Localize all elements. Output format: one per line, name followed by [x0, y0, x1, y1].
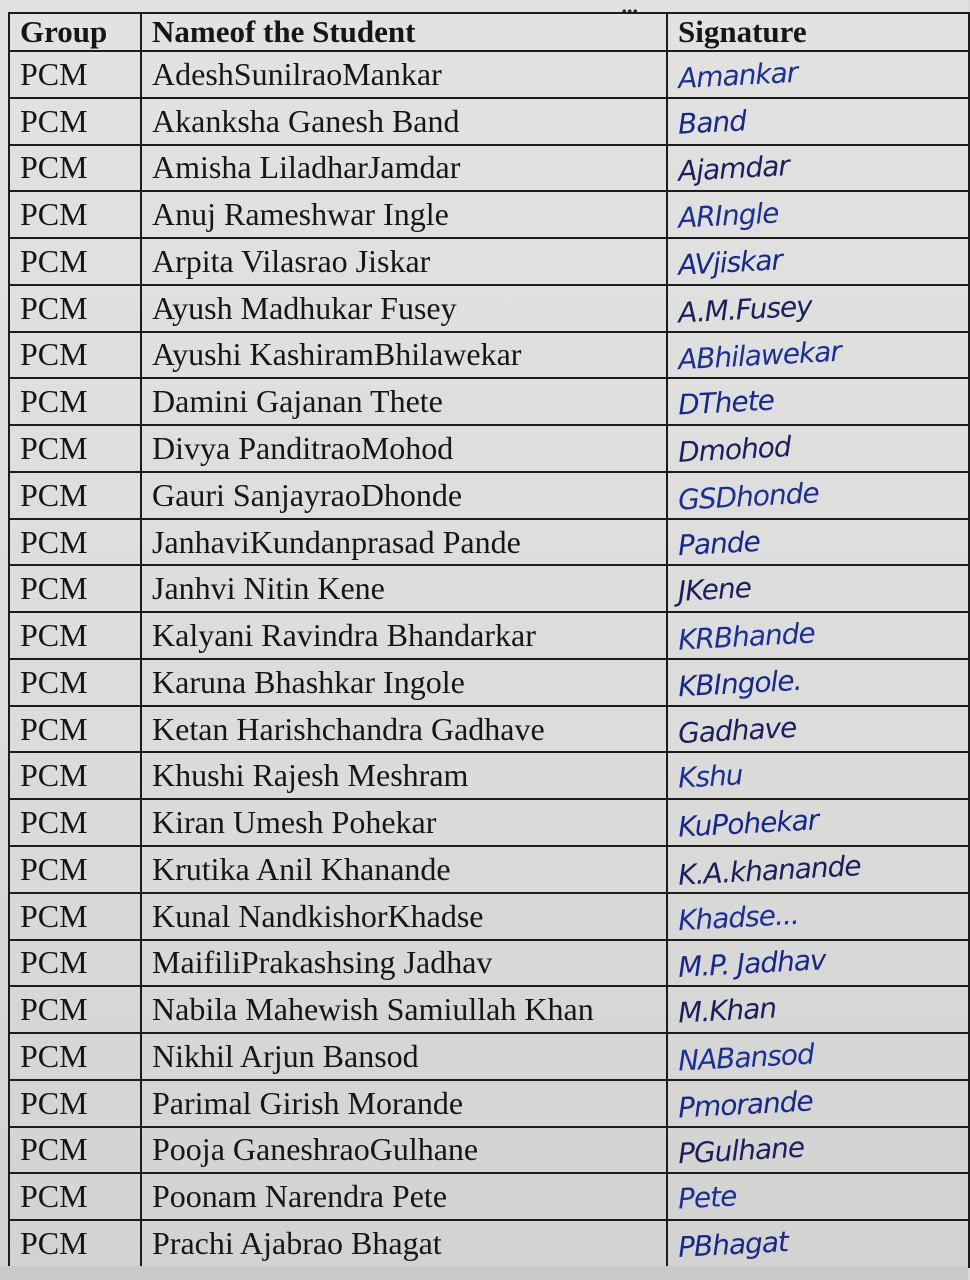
signature-cell: [667, 472, 969, 519]
student-name-cell: Khushi Rajesh Meshram: [141, 752, 667, 799]
handwritten-signature: Gadhave: [677, 710, 798, 750]
handwritten-signature: Pande: [677, 524, 761, 562]
signature-cell: [667, 1033, 969, 1080]
table-row: [9, 1220, 969, 1267]
student-name-cell: Damini Gajanan Thete: [141, 378, 667, 425]
signature-cell: [667, 706, 969, 753]
student-name-cell: Prachi Ajabrao Bhagat: [141, 1220, 667, 1267]
group-cell: PCM: [9, 238, 141, 285]
handwritten-signature: Amankar: [677, 55, 799, 95]
group-cell: PCM: [9, 332, 141, 379]
signature-cell: [667, 1080, 969, 1127]
handwritten-signature: KuPohekar: [677, 803, 820, 844]
group-cell: PCM: [9, 1173, 141, 1220]
student-name-cell: JanhaviKundanprasad Pande: [141, 519, 667, 566]
group-cell: PCM: [9, 1080, 141, 1127]
table-row: [9, 659, 969, 706]
group-cell: PCM: [9, 752, 141, 799]
table-row: [9, 238, 969, 285]
signature-cell: [667, 940, 969, 987]
signature-cell: [667, 191, 969, 238]
handwritten-signature: PBhagat: [677, 1225, 789, 1264]
handwritten-signature: PGulhane: [677, 1131, 805, 1171]
handwritten-signature: Band: [677, 103, 747, 141]
student-name-cell: Gauri SanjayraoDhonde: [141, 472, 667, 519]
signature-cell: [667, 145, 969, 192]
table-row: [9, 612, 969, 659]
group-cell: PCM: [9, 425, 141, 472]
table-row: [9, 145, 969, 192]
table-row: [9, 752, 969, 799]
table-row: [9, 98, 969, 145]
group-cell: PCM: [9, 1220, 141, 1267]
group-cell: PCM: [9, 191, 141, 238]
student-name-cell: Nabila Mahewish Samiullah Khan: [141, 986, 667, 1033]
student-name-cell: Pooja GaneshraoGulhane: [141, 1127, 667, 1174]
handwritten-signature: Ajamdar: [677, 149, 790, 189]
student-name-cell: Kunal NandkishorKhadse: [141, 893, 667, 940]
student-name-cell: Nikhil Arjun Bansod: [141, 1033, 667, 1080]
handwritten-signature: Pmorande: [677, 1084, 814, 1125]
group-cell: PCM: [9, 519, 141, 566]
page-bottom-edge: [0, 1266, 968, 1280]
table-row: [9, 472, 969, 519]
handwritten-signature: M.Khan: [677, 991, 777, 1030]
handwritten-signature: Kshu: [677, 758, 744, 796]
table-row: [9, 565, 969, 612]
signature-cell: [667, 659, 969, 706]
table-row: [9, 378, 969, 425]
student-name-cell: MaifiliPrakashsing Jadhav: [141, 940, 667, 987]
student-name-cell: Akanksha Ganesh Band: [141, 98, 667, 145]
signature-cell: [667, 378, 969, 425]
student-name-cell: Ayush Madhukar Fusey: [141, 285, 667, 332]
table-row: [9, 519, 969, 566]
signature-cell: [667, 986, 969, 1033]
signature-cell: [667, 893, 969, 940]
student-name-cell: Amisha LiladharJamdar: [141, 145, 667, 192]
handwritten-signature: GSDhonde: [677, 476, 820, 517]
signature-cell: [667, 752, 969, 799]
handwritten-signature: M.P. Jadhav: [677, 943, 827, 985]
signature-cell: [667, 285, 969, 332]
group-cell: PCM: [9, 799, 141, 846]
table-row: [9, 332, 969, 379]
signature-cell: [667, 238, 969, 285]
table-row: [9, 846, 969, 893]
group-cell: PCM: [9, 472, 141, 519]
student-rows: [9, 51, 969, 1267]
student-name-cell: Poonam Narendra Pete: [141, 1173, 667, 1220]
signature-cell: [667, 519, 969, 566]
group-cell: PCM: [9, 378, 141, 425]
handwritten-signature: A.M.Fusey: [677, 289, 813, 330]
signature-cell: [667, 425, 969, 472]
group-cell: PCM: [9, 846, 141, 893]
table-row: [9, 425, 969, 472]
handwritten-signature: JKene: [677, 571, 752, 609]
student-name-cell: Arpita Vilasrao Jiskar: [141, 238, 667, 285]
table-row: [9, 285, 969, 332]
signature-cell: [667, 799, 969, 846]
signature-cell: [667, 846, 969, 893]
group-cell: PCM: [9, 145, 141, 192]
name-column-header: Nameof the Student: [141, 13, 667, 51]
table-row: [9, 1080, 969, 1127]
student-name-cell: Krutika Anil Khanande: [141, 846, 667, 893]
signature-column-header: Signature: [667, 13, 969, 51]
signature-cell: [667, 612, 969, 659]
handwritten-signature: ARIngle: [677, 196, 780, 235]
group-cell: PCM: [9, 285, 141, 332]
table-row: [9, 799, 969, 846]
table-row: [9, 986, 969, 1033]
group-cell: PCM: [9, 565, 141, 612]
group-cell: PCM: [9, 98, 141, 145]
student-name-cell: Anuj Rameshwar Ingle: [141, 191, 667, 238]
student-name-cell: Kiran Umesh Pohekar: [141, 799, 667, 846]
handwritten-signature: K.A.khanande: [677, 849, 862, 892]
handwritten-signature: Dmohod: [677, 430, 792, 469]
group-cell: PCM: [9, 1033, 141, 1080]
group-cell: PCM: [9, 893, 141, 940]
group-cell: PCM: [9, 706, 141, 753]
handwritten-signature: NABansod: [677, 1037, 815, 1078]
signature-cell: [667, 98, 969, 145]
group-cell: PCM: [9, 612, 141, 659]
table-row: [9, 940, 969, 987]
student-name-cell: Ayushi KashiramBhilawekar: [141, 332, 667, 379]
signature-cell: [667, 1220, 969, 1267]
table-row: [9, 893, 969, 940]
group-cell: PCM: [9, 940, 141, 987]
student-name-cell: Parimal Girish Morande: [141, 1080, 667, 1127]
table-header-row: [9, 13, 969, 51]
table-row: [9, 191, 969, 238]
table-row: [9, 706, 969, 753]
cut-off-header-text: ...: [621, 0, 638, 18]
handwritten-signature: ABhilawekar: [677, 335, 842, 377]
student-name-cell: Divya PanditraoMohod: [141, 425, 667, 472]
student-name-cell: Kalyani Ravindra Bhandarkar: [141, 612, 667, 659]
handwritten-signature: KBIngole.: [677, 663, 803, 704]
student-name-cell: Karuna Bhashkar Ingole: [141, 659, 667, 706]
handwritten-signature: Pete: [677, 1179, 738, 1216]
signature-cell: [667, 1127, 969, 1174]
group-cell: PCM: [9, 1127, 141, 1174]
student-name-cell: Janhvi Nitin Kene: [141, 565, 667, 612]
handwritten-signature: KRBhande: [677, 616, 816, 657]
group-cell: PCM: [9, 659, 141, 706]
signature-cell: [667, 332, 969, 379]
signature-cell: [667, 1173, 969, 1220]
student-signature-table: [8, 12, 970, 1268]
handwritten-signature: AVjiskar: [677, 243, 783, 282]
handwritten-signature: DThete: [677, 383, 775, 422]
table-row: [9, 51, 969, 98]
table-row: [9, 1127, 969, 1174]
student-name-cell: AdeshSunilraoMankar: [141, 51, 667, 98]
signature-cell: [667, 565, 969, 612]
table-row: [9, 1033, 969, 1080]
signature-cell: [667, 51, 969, 98]
handwritten-signature: Khadse...: [677, 897, 800, 937]
table-row: [9, 1173, 969, 1220]
group-column-header: Group: [9, 13, 141, 51]
student-name-cell: Ketan Harishchandra Gadhave: [141, 706, 667, 753]
group-cell: PCM: [9, 51, 141, 98]
group-cell: PCM: [9, 986, 141, 1033]
